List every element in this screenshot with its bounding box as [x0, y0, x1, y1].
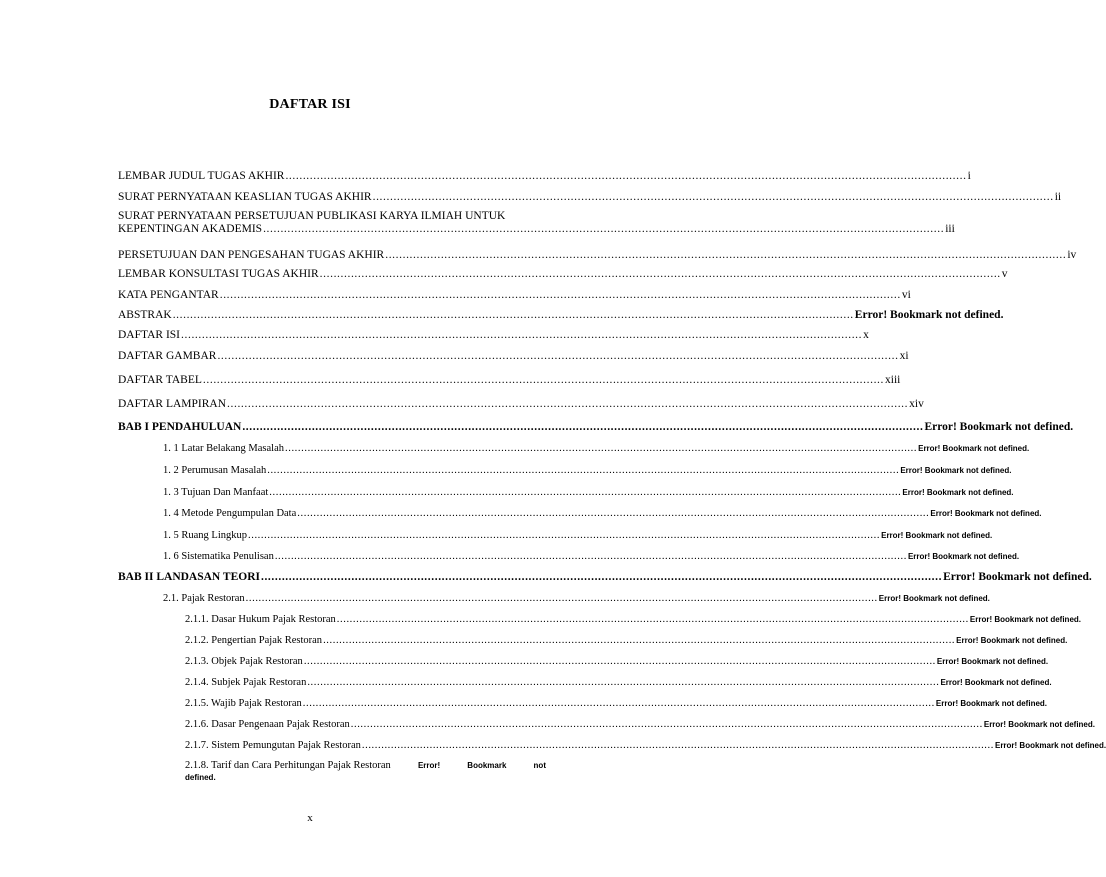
- toc-label: ABSTRAK: [118, 309, 172, 321]
- toc-leader: ....................................................................................................................................................................................................: [323, 635, 956, 646]
- toc-page-error-continued: defined.: [185, 773, 216, 782]
- toc-leader: ....................................................................................................................................................................................................: [263, 223, 945, 235]
- toc-page: vi: [901, 289, 911, 301]
- toc-label: PERSETUJUAN DAN PENGESAHAN TUGAS AKHIR: [118, 249, 385, 261]
- toc-chapter-entry[interactable]: [118, 421, 1074, 433]
- toc-page-error: Error! Bookmark not defined.: [902, 488, 1014, 497]
- toc-page-error: Error! Bookmark not defined.: [918, 444, 1030, 453]
- toc-subsection-entry[interactable]: [163, 443, 1030, 454]
- toc-leader: ....................................................................................................................................................................................................: [219, 289, 901, 301]
- toc-entry[interactable]: [118, 374, 901, 386]
- toc-leader: ....................................................................................................................................................................................................: [269, 487, 902, 498]
- toc-label: 1. 1 Latar Belakang Masalah: [163, 443, 284, 454]
- toc-label: SURAT PERNYATAAN KEASLIAN TUGAS AKHIR: [118, 191, 372, 203]
- toc-subsection-entry[interactable]: [163, 465, 1012, 476]
- toc-page-error-word: Bookmark: [467, 761, 507, 770]
- toc-subsubsection-entry[interactable]: [185, 614, 1081, 625]
- toc-label: BAB I PENDAHULUAN: [118, 421, 242, 433]
- toc-label: 2.1.5. Wajib Pajak Restoran: [185, 698, 302, 709]
- toc-subsection-entry[interactable]: [163, 551, 1020, 562]
- toc-subsection-entry[interactable]: [163, 530, 993, 541]
- toc-entry[interactable]: [118, 309, 1004, 321]
- toc-leader: ....................................................................................................................................................................................................: [172, 309, 854, 321]
- toc-label: 2.1.8. Tarif dan Cara Perhitungan Pajak Restoran: [185, 760, 391, 771]
- toc-leader: ....................................................................................................................................................................................................: [285, 170, 967, 182]
- toc-label: DAFTAR TABEL: [118, 374, 202, 386]
- toc-entry[interactable]: [118, 268, 1008, 280]
- toc-leader: ....................................................................................................................................................................................................: [303, 656, 936, 667]
- toc-label: 1. 3 Tujuan Dan Manfaat: [163, 487, 269, 498]
- toc-subsubsection-entry[interactable]: [185, 760, 546, 782]
- toc-label: 1. 5 Ruang Lingkup: [163, 530, 247, 541]
- toc-page: x: [863, 329, 869, 341]
- toc-page: xiv: [909, 398, 924, 410]
- toc-page-error: Error! Bookmark not defined.: [900, 466, 1012, 475]
- toc-entry[interactable]: [118, 329, 869, 341]
- toc-chapter-entry[interactable]: [118, 571, 1092, 583]
- toc-leader: ....................................................................................................................................................................................................: [217, 350, 899, 362]
- toc-page: v: [1001, 268, 1008, 280]
- toc-leader: ....................................................................................................................................................................................................: [361, 740, 994, 751]
- toc-page-error: Error! Bookmark not defined.: [943, 571, 1092, 583]
- toc-page-error: Error! Bookmark not defined.: [983, 720, 1095, 729]
- toc-label: 2.1.1. Dasar Hukum Pajak Restoran: [185, 614, 336, 625]
- toc-label-line1: SURAT PERNYATAAN PERSETUJUAN PUBLIKASI KARYA ILMIAH UNTUK: [118, 210, 506, 222]
- toc-leader: ....................................................................................................................................................................................................: [302, 698, 935, 709]
- toc-label: DAFTAR GAMBAR: [118, 350, 217, 362]
- toc-subsection-entry[interactable]: [163, 593, 990, 604]
- page-title: DAFTAR ISI: [269, 97, 351, 112]
- toc-subsection-entry[interactable]: [163, 487, 1014, 498]
- toc-leader: ....................................................................................................................................................................................................: [248, 530, 881, 541]
- toc-entry[interactable]: [118, 170, 971, 182]
- toc-entry[interactable]: [118, 289, 911, 301]
- toc-page-error: Error! Bookmark not defined.: [907, 552, 1020, 561]
- toc-entry[interactable]: [118, 398, 924, 410]
- toc-leader: ....................................................................................................................................................................................................: [372, 191, 1054, 203]
- toc-leader: ....................................................................................................................................................................................................: [227, 398, 909, 410]
- toc-page: iii: [945, 223, 955, 235]
- toc-page-error: Error! Bookmark not defined.: [935, 699, 1048, 708]
- toc-page-error-word: Error!: [417, 761, 441, 770]
- toc-label: LEMBAR KONSULTASI TUGAS AKHIR: [118, 268, 319, 280]
- toc-page: xi: [899, 350, 909, 362]
- toc-leader: ....................................................................................................................................................................................................: [307, 677, 940, 688]
- toc-leader: ....................................................................................................................................................................................................: [260, 571, 943, 583]
- toc-page: i: [967, 170, 971, 182]
- toc-leader: ....................................................................................................................................................................................................: [181, 329, 863, 341]
- toc-label: 2.1.4. Subjek Pajak Restoran: [185, 677, 307, 688]
- toc-page: iv: [1067, 249, 1077, 261]
- toc-label: DAFTAR ISI: [118, 329, 181, 341]
- toc-entry[interactable]: [118, 350, 909, 362]
- toc-page-error: Error! Bookmark not defined.: [940, 678, 1052, 687]
- toc-page-error: Error! Bookmark not defined.: [881, 531, 993, 540]
- toc-label: LEMBAR JUDUL TUGAS AKHIR: [118, 170, 285, 182]
- toc-subsubsection-entry[interactable]: [185, 635, 1068, 646]
- toc-leader: ....................................................................................................................................................................................................: [267, 465, 900, 476]
- toc-page-error: Error! Bookmark not defined.: [969, 615, 1081, 624]
- toc-subsubsection-entry[interactable]: [185, 656, 1049, 667]
- toc-subsubsection-entry[interactable]: [185, 719, 1095, 730]
- toc-leader: ....................................................................................................................................................................................................: [336, 614, 969, 625]
- toc-leader: ....................................................................................................................................................................................................: [274, 551, 907, 562]
- toc-page-error: Error! Bookmark not defined.: [936, 657, 1049, 666]
- toc-label: 2.1. Pajak Restoran: [163, 593, 245, 604]
- toc-page-error: Error! Bookmark not defined.: [924, 421, 1074, 433]
- toc-page-error: Error! Bookmark not defined.: [930, 509, 1042, 518]
- toc-page: xiii: [885, 374, 901, 386]
- toc-subsubsection-entry[interactable]: [185, 698, 1048, 709]
- toc-leader: ....................................................................................................................................................................................................: [385, 249, 1067, 261]
- toc-label: 1. 4 Metode Pengumpulan Data: [163, 508, 297, 519]
- toc-label: KATA PENGANTAR: [118, 289, 219, 301]
- page-number-footer: x: [307, 812, 313, 824]
- toc-leader: ....................................................................................................................................................................................................: [319, 268, 1001, 280]
- toc-leader: ....................................................................................................................................................................................................: [245, 593, 878, 604]
- toc-page-error-word: not: [533, 761, 546, 770]
- toc-leader: ....................................................................................................................................................................................................: [202, 374, 884, 386]
- toc-label-line2: KEPENTINGAN AKADEMIS: [118, 223, 263, 235]
- toc-label: 2.1.7. Sistem Pemungutan Pajak Restoran: [185, 740, 361, 751]
- toc-leader: ....................................................................................................................................................................................................: [242, 421, 924, 433]
- toc-page-error: Error! Bookmark not defined.: [956, 636, 1068, 645]
- toc-subsubsection-entry[interactable]: [185, 677, 1052, 688]
- toc-leader: ....................................................................................................................................................................................................: [285, 443, 918, 454]
- toc-page-error: Error! Bookmark not defined.: [854, 309, 1004, 321]
- toc-entry[interactable]: [118, 191, 1062, 203]
- toc-subsection-entry[interactable]: [163, 508, 1042, 519]
- toc-entry[interactable]: [118, 210, 955, 236]
- toc-label: 2.1.2. Pengertian Pajak Restoran: [185, 635, 323, 646]
- toc-label: 1. 6 Sistematika Penulisan: [163, 551, 274, 562]
- toc-label: 2.1.3. Objek Pajak Restoran: [185, 656, 303, 667]
- toc-label: BAB II LANDASAN TEORI: [118, 571, 260, 583]
- toc-label: DAFTAR LAMPIRAN: [118, 398, 227, 410]
- toc-label: 2.1.6. Dasar Pengenaan Pajak Restoran: [185, 719, 350, 730]
- toc-subsubsection-entry[interactable]: [185, 740, 1106, 751]
- toc-page-error: Error! Bookmark not defined.: [994, 741, 1106, 750]
- toc-label: 1. 2 Perumusan Masalah: [163, 465, 267, 476]
- toc-page: ii: [1054, 191, 1062, 203]
- toc-page-error: Error! Bookmark not defined.: [878, 594, 990, 603]
- toc-leader: ....................................................................................................................................................................................................: [350, 719, 983, 730]
- toc-leader: ....................................................................................................................................................................................................: [297, 508, 930, 519]
- toc-entry[interactable]: [118, 249, 1077, 261]
